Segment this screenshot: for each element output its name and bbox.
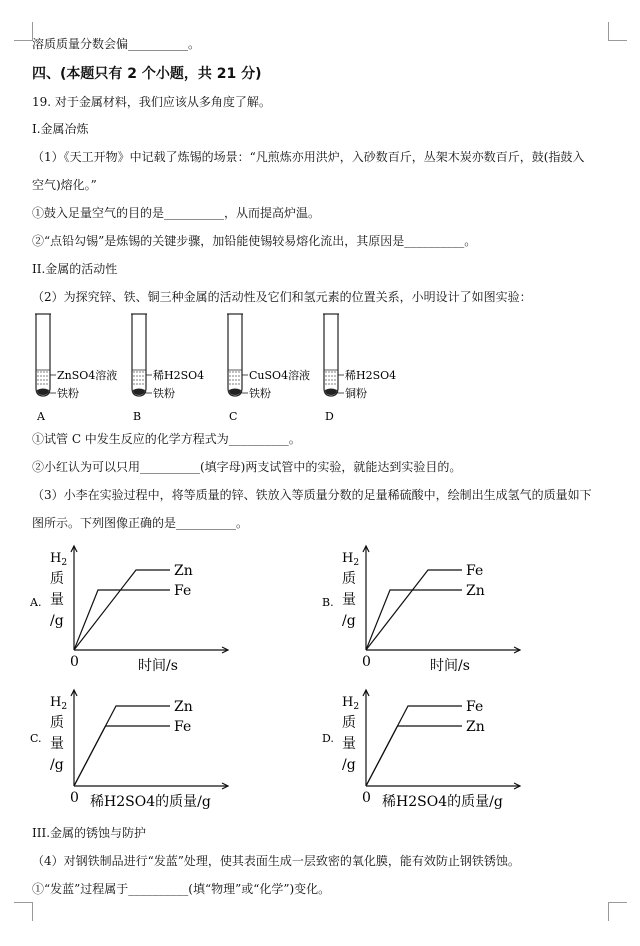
y-axis-label: $H_2$ [50, 551, 68, 568]
y-axis-label: /g [342, 613, 356, 629]
section-heading: 四、(本题只有 2 个小题，共 21 分) [32, 66, 262, 82]
question-1-text: （1）《天工开物》中记载了炼锡的场景：“凡煎炼亦用洪炉，入砂数百斤，丛架木炭亦数百斤，鼓(指鼓入 [32, 150, 585, 164]
option-label: B. [322, 596, 334, 609]
corner-mark-bottom-left [14, 902, 33, 921]
y-axis-label: $H_2$ [50, 695, 68, 712]
origin-label: 0 [362, 790, 371, 806]
series-line-upper [74, 706, 170, 786]
question-4-text: （4）对钢铁制品进行“发蓝”处理，使其表面生成一层致密的氧化膜，能有效防止钢铁锈蚀。 [32, 854, 520, 868]
test-tube-c [227, 314, 310, 423]
y-axis-label: 量 [50, 736, 64, 752]
y-axis-label: 质 [342, 571, 356, 587]
y-axis-label: $H_2$ [342, 551, 360, 568]
tube-letter: D [325, 410, 334, 423]
y-axis-label: $H_2$ [342, 695, 360, 712]
series-label-lower: Zn [466, 719, 485, 735]
series-label-upper: Zn [174, 699, 193, 715]
question-19-title: 19. 对于金属材料，我们应该从多角度了解。 [32, 95, 271, 109]
graph-option-c [28, 682, 258, 814]
subsection-metal-smelting: I.金属冶炼 [32, 122, 89, 136]
tube-metal-label: 铜粉 [345, 387, 367, 400]
origin-label: 0 [362, 654, 371, 670]
series-line-lower [366, 590, 462, 650]
origin-label: 0 [70, 654, 79, 670]
corner-mark-bottom-right [608, 902, 627, 921]
y-axis-label: /g [50, 613, 64, 629]
option-label: C. [30, 732, 42, 745]
tube-letter: C [229, 410, 238, 423]
series-line-upper [366, 706, 462, 786]
test-tube-d [323, 314, 396, 423]
test-tube-figure [20, 308, 440, 430]
question-4-part-1: ①“发蓝”过程属于__________(填“物理”或“化学”)变化。 [32, 882, 331, 896]
question-2-part-1: ①试管 C 中发生反应的化学方程式为__________。 [32, 432, 301, 446]
y-axis-label: 量 [50, 592, 64, 608]
test-tube-a [35, 314, 117, 423]
y-axis-label: 质 [50, 715, 64, 731]
tube-solution-label: 稀H2SO4 [153, 369, 205, 382]
series-label-lower: Zn [466, 583, 485, 599]
question-2-part-2: ②小红认为可以只用__________(填字母)两支试管中的实验，就能达到实验目的。 [32, 460, 462, 474]
y-axis-label: 质 [342, 715, 356, 731]
origin-label: 0 [70, 790, 79, 806]
test-tube-b [131, 314, 204, 423]
series-label-upper: Zn [174, 563, 193, 579]
corner-mark-top-right [608, 22, 627, 41]
series-line-lower [74, 726, 170, 786]
subsection-corrosion: III.金属的锈蚀与防护 [32, 826, 147, 840]
tube-metal-label: 铁粉 [249, 387, 271, 400]
question-1-part-2: ②“点铅勾锡”是炼锡的关键步骤，加铅能使锡较易熔化流出，其原因是__________。 [32, 234, 477, 248]
series-line-lower [74, 590, 170, 650]
tube-solution-label: CuSO4溶液 [249, 369, 311, 382]
series-label-upper: Fe [466, 699, 484, 715]
question-2-text: （2）为探究锌、铁、铜三种金属的活动性及它们和氢元素的位置关系，小明设计了如图实验： [32, 290, 532, 304]
text-line-blank-fraction: 溶质质量分数会偏__________。 [32, 37, 201, 51]
question-1-text-cont: 空气)熔化。” [32, 178, 97, 192]
graph-option-d [320, 682, 550, 814]
graph-option-a [28, 538, 258, 678]
corner-mark-top-left [14, 22, 33, 41]
tube-letter: B [133, 410, 142, 423]
option-label: D. [322, 732, 334, 745]
series-line-upper [74, 570, 170, 650]
x-axis-label: 时间/s [430, 658, 470, 674]
series-label-upper: Fe [466, 563, 484, 579]
subsection-metal-activity: II.金属的活动性 [32, 262, 118, 276]
series-line-lower [366, 726, 462, 786]
y-axis-label: 质 [50, 571, 64, 587]
series-label-lower: Fe [174, 583, 192, 599]
graph-option-b [320, 538, 550, 678]
x-axis-label: 稀H2SO4的质量/g [382, 794, 503, 810]
y-axis-label: 量 [342, 592, 356, 608]
x-axis-label: 稀H2SO4的质量/g [90, 794, 211, 810]
series-label-lower: Fe [174, 719, 192, 735]
tube-metal-label: 铁粉 [153, 387, 175, 400]
tube-metal-label: 铁粉 [57, 387, 79, 400]
x-axis-label: 时间/s [138, 658, 178, 674]
y-axis-label: 量 [342, 736, 356, 752]
question-1-part-1: ①鼓入足量空气的目的是__________，从而提高炉温。 [32, 206, 321, 220]
option-label: A. [30, 596, 42, 609]
question-3-text: （3）小李在实验过程中，将等质量的锌、铁放入等质量分数的足量稀硫酸中，绘制出生成氢气的质量如下 [32, 488, 592, 502]
tube-letter: A [37, 410, 45, 423]
y-axis-label: /g [342, 757, 356, 773]
tube-solution-label: 稀H2SO4 [345, 369, 397, 382]
tube-solution-label: ZnSO4溶液 [57, 369, 118, 382]
series-line-upper [366, 570, 462, 650]
question-3-text-cont: 图所示。下列图像正确的是__________。 [32, 516, 249, 530]
y-axis-label: /g [50, 757, 64, 773]
